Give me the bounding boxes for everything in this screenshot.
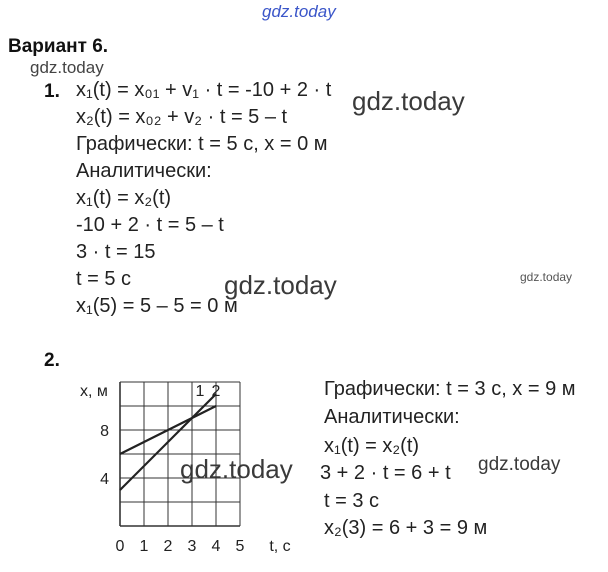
- page-title: Вариант 6.: [8, 36, 109, 57]
- x-tick-label: 0: [115, 538, 125, 555]
- watermark-under-title: gdz.today: [30, 58, 104, 77]
- x-tick-label: 3: [187, 538, 197, 555]
- task1-line-6: -10 + 2 · t = 5 – t: [76, 214, 224, 236]
- watermark-center-1: gdz.today: [224, 270, 337, 300]
- x-axis-label: t, с: [269, 538, 291, 555]
- task1-line-2: x₂(t) = x₀₂ + v₂ · t = 5 – t: [76, 106, 288, 128]
- watermark-top: gdz.today: [262, 2, 336, 21]
- y-tick-label: 8: [100, 423, 109, 440]
- task1-number: 1.: [44, 81, 60, 102]
- y-axis-label: x, м: [80, 383, 108, 400]
- watermark-right-1: gdz.today: [352, 86, 465, 116]
- x-tick-label: 4: [211, 538, 221, 555]
- task1-line-4: Аналитически:: [76, 160, 212, 182]
- task2-number: 2.: [44, 350, 60, 371]
- series-label-2: 2: [211, 383, 221, 400]
- task2-line-3: x₁(t) = x₂(t): [324, 435, 420, 457]
- watermark-right-2: gdz.today: [478, 454, 561, 475]
- x-tick-label: 5: [235, 538, 245, 555]
- task1-line-7: 3 · t = 15: [76, 241, 156, 263]
- task1-line-5: x₁(t) = x₂(t): [76, 187, 172, 209]
- task1-line-3: Графически: t = 5 с, x = 0 м: [76, 133, 328, 155]
- series-label-1: 1: [195, 383, 205, 400]
- x-tick-label: 1: [139, 538, 149, 555]
- chart-labels: [80, 383, 291, 555]
- watermark-graph: gdz.today: [180, 454, 293, 484]
- task2-line-6: x₂(3) = 6 + 3 = 9 м: [324, 517, 488, 539]
- task1-line-1: x₁(t) = x₀₁ + v₁ · t = -10 + 2 · t: [76, 79, 332, 101]
- task2-line-1: Графически: t = 3 с, x = 9 м: [324, 378, 576, 400]
- x-tick-label: 2: [163, 538, 173, 555]
- chart-grid: [120, 382, 240, 526]
- task2-line-4: 3 + 2 · t = 6 + t: [320, 462, 451, 484]
- task2-line-2: Аналитически:: [324, 406, 460, 428]
- motion-graph: [60, 370, 320, 560]
- watermark-right-small: gdz.today: [520, 270, 573, 284]
- task2-line-5: t = 3 с: [324, 490, 380, 512]
- task1-line-8: t = 5 с: [76, 268, 132, 290]
- y-tick-label: 4: [100, 471, 109, 488]
- task1-line-9: x₁(5) = 5 – 5 = 0 м: [76, 295, 238, 317]
